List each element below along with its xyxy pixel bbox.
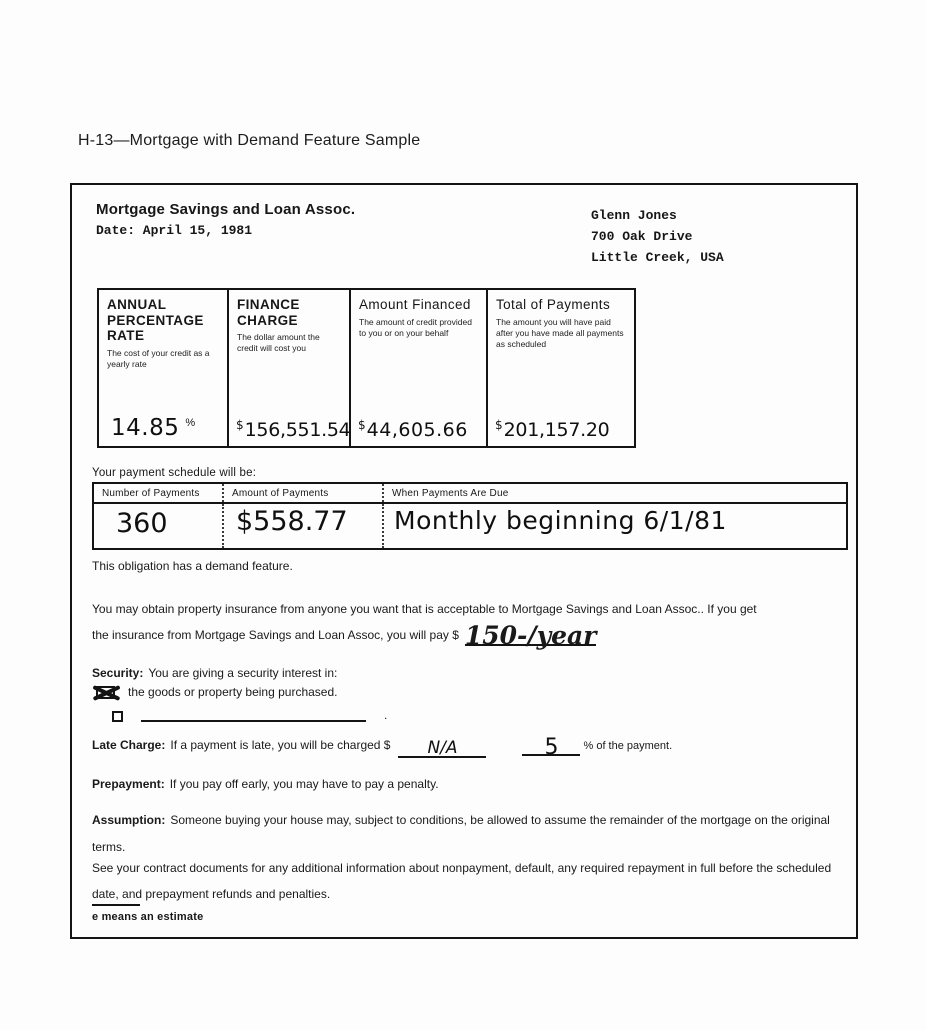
contract-documents-note: See your contract documents for any additional information about nonpayment, default, any required repayment in full before the scheduled date, and prepayment refunds and penalties. (92, 861, 832, 901)
dollar-sign: $ (358, 418, 366, 432)
finance-charge-heading: FINANCE CHARGE (237, 297, 300, 328)
estimate-footnote: e means an estimate (92, 911, 204, 923)
apr-value: 14.85 % (111, 415, 196, 441)
apr-box (99, 290, 229, 446)
security-option-goods-label: the goods or property being purchased. (128, 685, 338, 699)
payment-schedule-header (94, 484, 846, 504)
amount-of-payments-value: $558.77 (222, 504, 382, 548)
empty-checkbox-icon (112, 711, 123, 722)
insurance-amount-handwritten: 150-/year (464, 621, 597, 650)
footnote-divider (92, 904, 140, 906)
total-payments-box (488, 290, 633, 446)
date-line: Date: April 15, 1981 (96, 223, 253, 238)
number-of-payments-value: 360 (116, 508, 168, 539)
apr-heading: ANNUAL PERCENTAGE RATE (107, 297, 204, 343)
page-title: H-13—Mortgage with Demand Feature Sample (78, 132, 421, 149)
assumption-statement: Assumption: Someone buying your house may, subject to conditions, be allowed to assume the remainder of the mortgage on the original terms. (92, 813, 830, 854)
payment-schedule-table (92, 482, 848, 550)
security-other-period: . (384, 708, 388, 722)
insurance-amount-blank (464, 621, 597, 650)
insurance-statement-line2: the insurance from Mortgage Savings and Loan Assoc, you will pay $ 150-/year (92, 621, 597, 650)
borrower-name: Glenn Jones (591, 208, 677, 223)
finance-charge-description: The dollar amount the credit will cost you (237, 332, 320, 353)
checked-checkbox-icon (96, 686, 115, 699)
finance-charge-value: $156,551.54 (236, 418, 351, 441)
percent-sign: % (185, 417, 196, 429)
dollar-sign: $ (236, 418, 244, 432)
finance-charge-box (229, 290, 351, 446)
amount-financed-heading: Amount Financed (359, 297, 471, 312)
security-statement: Security: You are giving a security interest in: (92, 666, 338, 680)
late-charge-amount-blank (398, 736, 486, 758)
col-number-of-payments: Number of Payments (102, 488, 200, 499)
amount-financed-description: The amount of credit provided to you or on your behalf (359, 316, 472, 338)
col-amount-of-payments: Amount of Payments (222, 484, 382, 502)
security-other-blank (141, 710, 366, 722)
tila-disclosure-table (97, 288, 636, 448)
insurance-statement-line1: You may obtain property insurance from anyone you want that is acceptable to Mortgage Savings and Loan Assoc.. If you get (92, 602, 757, 616)
prepayment-statement: Prepayment: If you pay off early, you may have to pay a penalty. (92, 777, 439, 791)
col-when-payments-due: When Payments Are Due (382, 484, 845, 502)
dollar-sign: $ (495, 418, 503, 432)
total-payments-heading: Total of Payments (496, 297, 611, 312)
late-charge-statement: Late Charge: If a payment is late, you will be charged $ N/A 5 % of the payment. (92, 735, 673, 760)
late-charge-percent-handwritten: 5 (544, 735, 559, 760)
creditor-name: Mortgage Savings and Loan Assoc. (96, 201, 356, 218)
amount-financed-value: $44,605.66 (358, 418, 468, 441)
late-charge-percent-blank (522, 735, 580, 760)
borrower-address (591, 205, 724, 268)
when-payments-due-value: Monthly beginning 6/1/81 (382, 504, 845, 548)
borrower-street: 700 Oak Drive (591, 229, 693, 244)
demand-feature-statement: This obligation has a demand feature. (92, 559, 293, 573)
security-option-goods (96, 685, 337, 699)
apr-description: The cost of your credit as a yearly rate (107, 347, 210, 369)
late-charge-amount-handwritten: N/A (427, 738, 458, 758)
payment-schedule-intro: Your payment schedule will be: (92, 467, 257, 479)
disclosure-form (70, 183, 858, 939)
security-option-other (112, 708, 387, 722)
total-payments-value: $201,157.20 (495, 418, 610, 441)
total-payments-description: The amount you will have paid after you have made all payments as scheduled (496, 316, 624, 349)
borrower-city: Little Creek, USA (591, 250, 724, 265)
amount-financed-box (351, 290, 488, 446)
payment-schedule-row (94, 504, 846, 548)
